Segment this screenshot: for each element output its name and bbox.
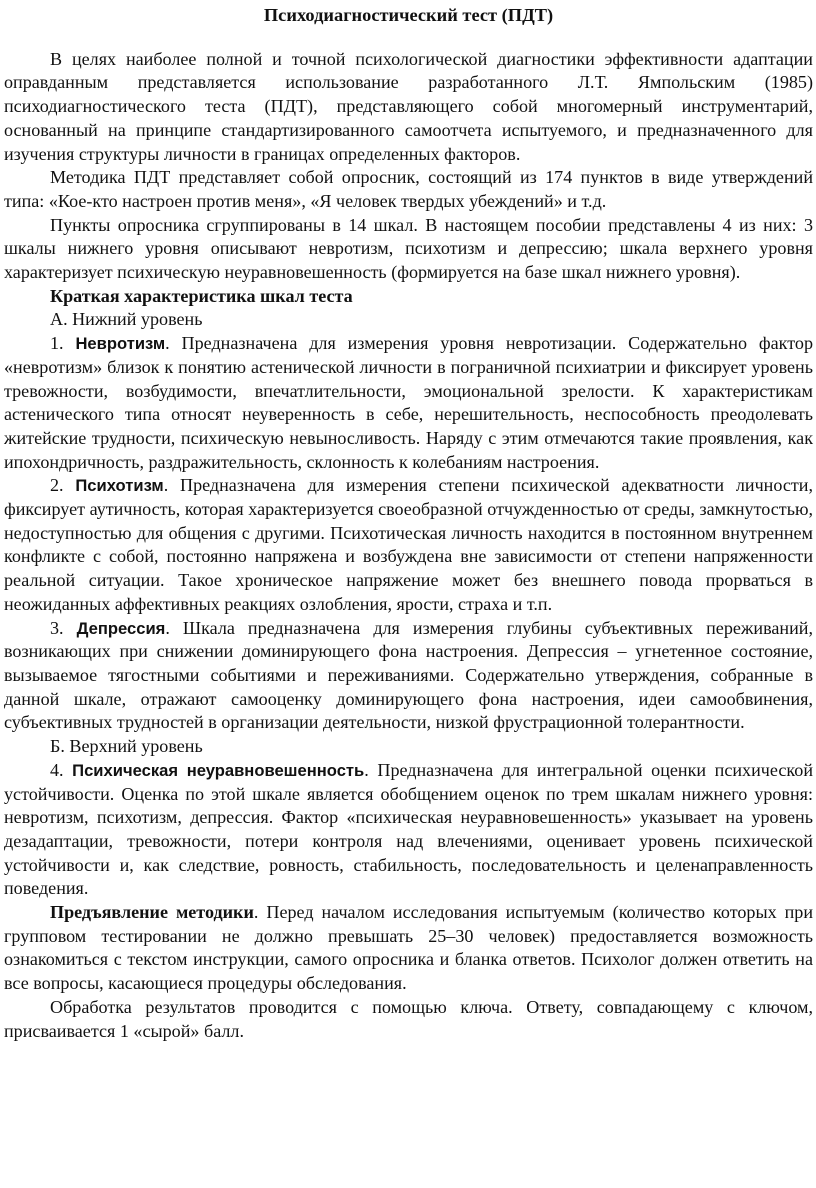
level-a-heading: А. Нижний уровень: [50, 309, 203, 330]
presentation-paragraph: [4, 901, 813, 996]
presentation-description: . Перед началом исследования испытуемым (количество которых при групповом тестировании не должно превышать 25–30 человек) предоставляется возможность ознакомиться с текстом инструкции, самого опросника и бланка ответов. Психолог должен ответить на все вопросы, касающиеся процедуры обследования.: [4, 902, 814, 994]
scale-term-depression: Депрессия: [76, 618, 166, 638]
scale-imbalance-paragraph: [4, 759, 813, 901]
scale-number: 4.: [50, 759, 73, 780]
scale-number: 1.: [50, 333, 76, 354]
presentation-term: Предъявление методики: [50, 902, 254, 923]
scale-neuroticism-paragraph: [4, 332, 813, 474]
scale-number: 2.: [50, 475, 76, 496]
document-title: Психодиагностический тест (ПДТ): [263, 5, 554, 25]
scale-description: . Предназначена для измерения уровня невротизации. Содержательно фактор «невротизм» близок к понятию астенической личности в пограничной психиатрии и фиксирует уровень тревожности, возбудимости, впечатлительности, эмоциональной зрелости. К характеристикам астенического типа относят неуверенность в себе, нерешительность, неспособность преодолевать житейские трудности, психическую невыносливость. Наряду с этим отмечаются такие проявления, как ипохондричность, раздражительность, склонность к колебаниям настроения.: [4, 333, 813, 472]
intro-paragraph-2: Методика ПДТ представляет собой опросник, состоящий из 174 пунктов в виде утверждений типа: «Кое-кто настроен против меня», «Я человек твердых убеждений» и т.д.: [4, 167, 813, 211]
scales-heading: Краткая характеристика шкал теста: [50, 285, 353, 306]
scale-term-psychoticism: Психотизм: [75, 476, 164, 496]
intro-paragraph-3: Пункты опросника сгруппированы в 14 шкал. В настоящем пособии представлены 4 из них: 3 шкалы нижнего уровня описывают невротизм, психотизм и депрессию; шкала верхнего уровня характеризует психическую неуравновешенность (формируется на базе шкал нижнего уровня).: [4, 214, 813, 283]
scale-description: . Предназначена для измерения степени психической адекватности личности, фиксирует аутичность, которая характеризуется своеобразной отчужденностью от среды, замкнутостью, недоступностью для общения с другими. Психотическая личность находится в постоянном внутреннем конфликте с собой, постоянно напряжена и возбуждена вне зависимости от степени напряженности реальной ситуации. Такое хроническое напряжение может без внешнего повода прорваться в неожиданных аффективных реакциях озлобления, ярости, страха и т.п.: [4, 475, 814, 614]
intro-paragraph-1: В целях наиболее полной и точной психологической диагностики эффективности адаптации оправданным представляется использование разработанного Л.Т. Ямпольским (1985) психодиагностического теста (ПДТ), представляющего собой многомерный инструментарий, основанный на принципе стандартизированного самоотчета испытуемого, и предназначенного для изучения структуры личности в границах определенных факторов.: [4, 48, 813, 164]
scale-term-neuroticism: Невротизм: [75, 334, 166, 354]
scale-description: . Шкала предназначена для измерения глубины субъективных переживаний, возникающих при снижении доминирующего фона настроения. Депрессия – угнетенное состояние, вызываемое тягостными событиями и переживаниями. Содержательно утверждения, собранные в данной шкале, отражают самооценку доминирующего фона настроения, идеи самообвинения, субъективных трудностей в организации деятельности, низкой фрустрационной толерантности.: [4, 617, 813, 733]
scale-depression-paragraph: [4, 617, 813, 736]
scale-description: . Предназначена для интегральной оценки психической устойчивости. Оценка по этой шкале является обобщением оценок по трем шкалам нижнего уровня: невротизм, психотизм, депрессия. Фактор «психическая неуравновешенность» указывает на уровень дезадаптации, тревожности, потери контроля над влечениями, оценивает уровень психической устойчивости и, как следствие, ровность, стабильность, последовательность и целенаправленность поведения.: [4, 759, 813, 899]
scale-psychoticism-paragraph: [4, 474, 813, 616]
level-b-heading: Б. Верхний уровень: [50, 736, 203, 757]
processing-paragraph: Обработка результатов проводится с помощью ключа. Ответу, совпадающему с ключом, присваивается 1 «сырой» балл.: [4, 996, 813, 1041]
scale-term-imbalance: Психическая неуравновешенность: [72, 760, 365, 780]
scale-number: 3.: [50, 617, 77, 638]
